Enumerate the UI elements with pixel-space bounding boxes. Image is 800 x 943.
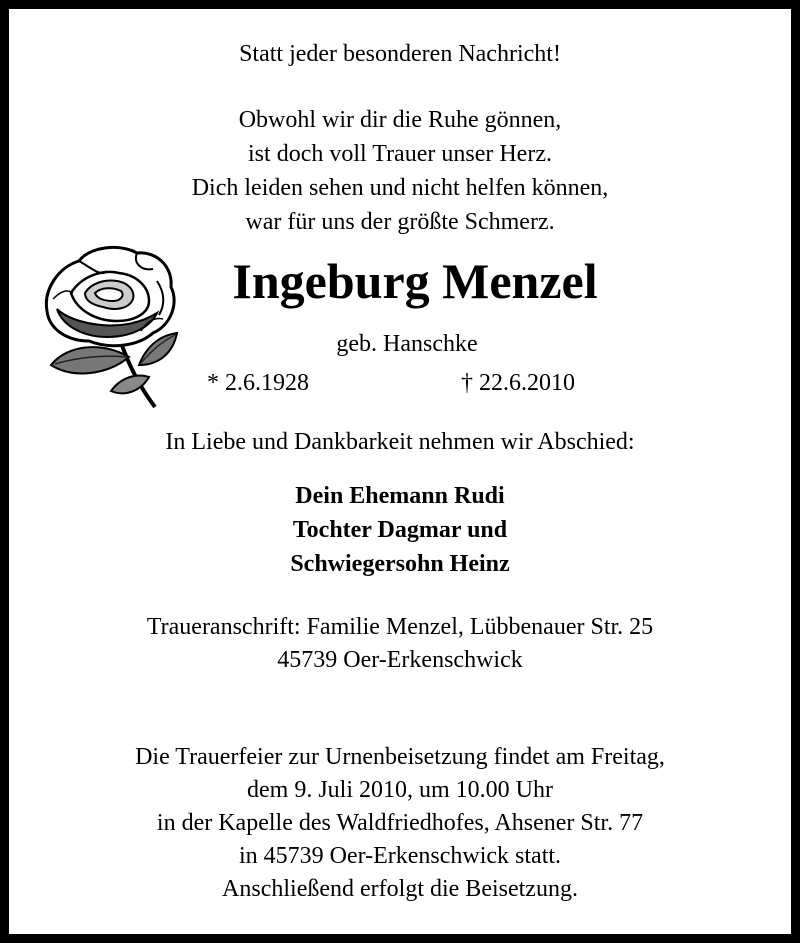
poem-line: ist doch voll Trauer unser Herz. [248, 141, 552, 167]
ceremony-line: in der Kapelle des Waldfriedhofes, Ahsener Str. 77 [156, 810, 644, 836]
death-date: † 22.6.2010 [461, 370, 575, 396]
poem-line: Dich leiden sehen und nicht helfen können, [191, 175, 609, 201]
mourner: Tochter Dagmar und [292, 517, 508, 543]
mourner: Schwiegersohn Heinz [290, 551, 510, 577]
address-line: Traueranschrift: Familie Menzel, Lübbenauer Str. 25 [146, 614, 654, 640]
deceased-name: Ingeburg Menzel [232, 253, 598, 309]
farewell-text: In Liebe und Dankbarkeit nehmen wir Abschied: [165, 429, 635, 455]
ceremony-line: dem 9. Juli 2010, um 10.00 Uhr [247, 777, 553, 803]
poem-line: war für uns der größte Schmerz. [245, 209, 555, 235]
ceremony-line: Die Trauerfeier zur Urnenbeisetzung findet am Freitag, [135, 744, 665, 770]
header-text: Statt jeder besonderen Nachricht! [239, 41, 561, 67]
address-line: 45739 Oer-Erkenschwick [277, 647, 523, 673]
ceremony-line: Anschließend erfolgt die Beisetzung. [222, 876, 578, 902]
mourner: Dein Ehemann Rudi [295, 483, 505, 509]
ceremony-line: in 45739 Oer-Erkenschwick statt. [238, 843, 562, 869]
birth-date: * 2.6.1928 [207, 370, 309, 396]
maiden-name: geb. Hanschke [336, 331, 478, 357]
poem-line: Obwohl wir dir die Ruhe gönnen, [238, 107, 562, 133]
